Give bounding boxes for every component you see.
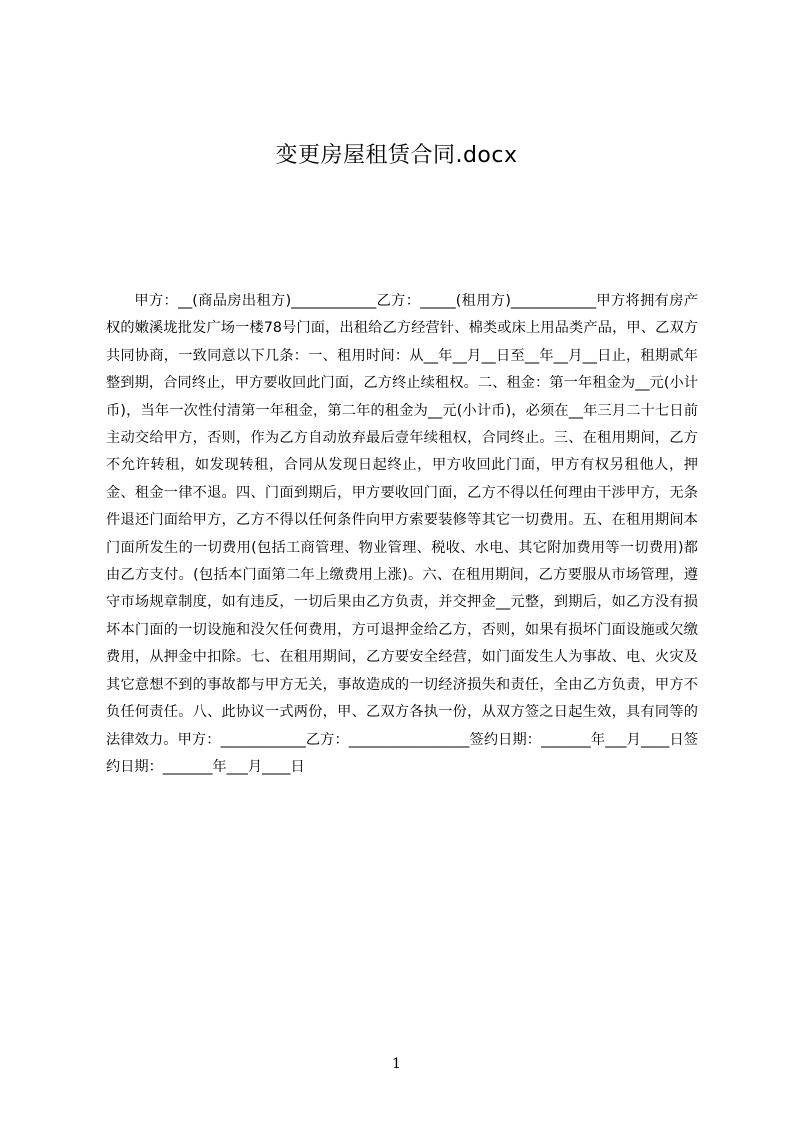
- page-number: 1: [392, 1056, 401, 1072]
- document-title: 变更房屋租赁合同.docx: [275, 143, 518, 168]
- contract-body: 甲方：__(商品房出租方)____________乙方：_____(租用方)____________甲方将拥有房产权的嫩溪垅批发广场一楼78号门面，出租给乙方经营针、棉类或床上用品类产品，甲、乙双方共同协商，一致同意以下几条：一、租用时间：从__年__月__日至__年__月__日止，租期贰年整到期，合同终止，甲方要收回此门面，乙方终止续租权。二、租金：第一年租金为__元(小计币)，当年一次性付清第一年租金，第二年的租金为__元(小计币)，必须在__年三月二十七日前主动交给甲方，否则，作为乙方自动放弃最后壹年续租权，合同终止。三、在租用期间，乙方不允许转租，如发现转租，合同从发现日起终止，甲方收回此门面，甲方有权另租他人，押金、租金一律不退。四、门面到期后，甲方要收回门面，乙方不得以任何理由干涉甲方，无条件退还门面给甲方，乙方不得以任何条件向甲方索要装修等其它一切费用。五、在租用期间本门面所发生的一切费用(包括工商管理、物业管理、税收、水电、其它附加费用等一切费用)都由乙方支付。(包括本门面第二年上缴费用上涨)。六、在租用期间，乙方要服从市场管理，遵守市场规章制度，如有违反，一切后果由乙方负责，并交押金__元整，到期后，如乙方没有损坏本门面的一切设施和没欠任何费用，方可退押金给乙方，否则，如果有损坏门面设施或欠缴费用，从押金中扣除。七、在租用期间，乙方要安全经营，如门面发生人为事故、电、火灾及其它意想不到的事故都与甲方无关，事故造成的一切经济损失和责任，全由乙方负责，甲方不负任何责任。八、此协议一式两份，甲、乙双方各执一份，从双方签之日起生效，具有同等的法律效力。甲方：____________乙方：_________________签约日期：_______年___月____日签约日期：_______年___月____日: [106, 293, 698, 775]
